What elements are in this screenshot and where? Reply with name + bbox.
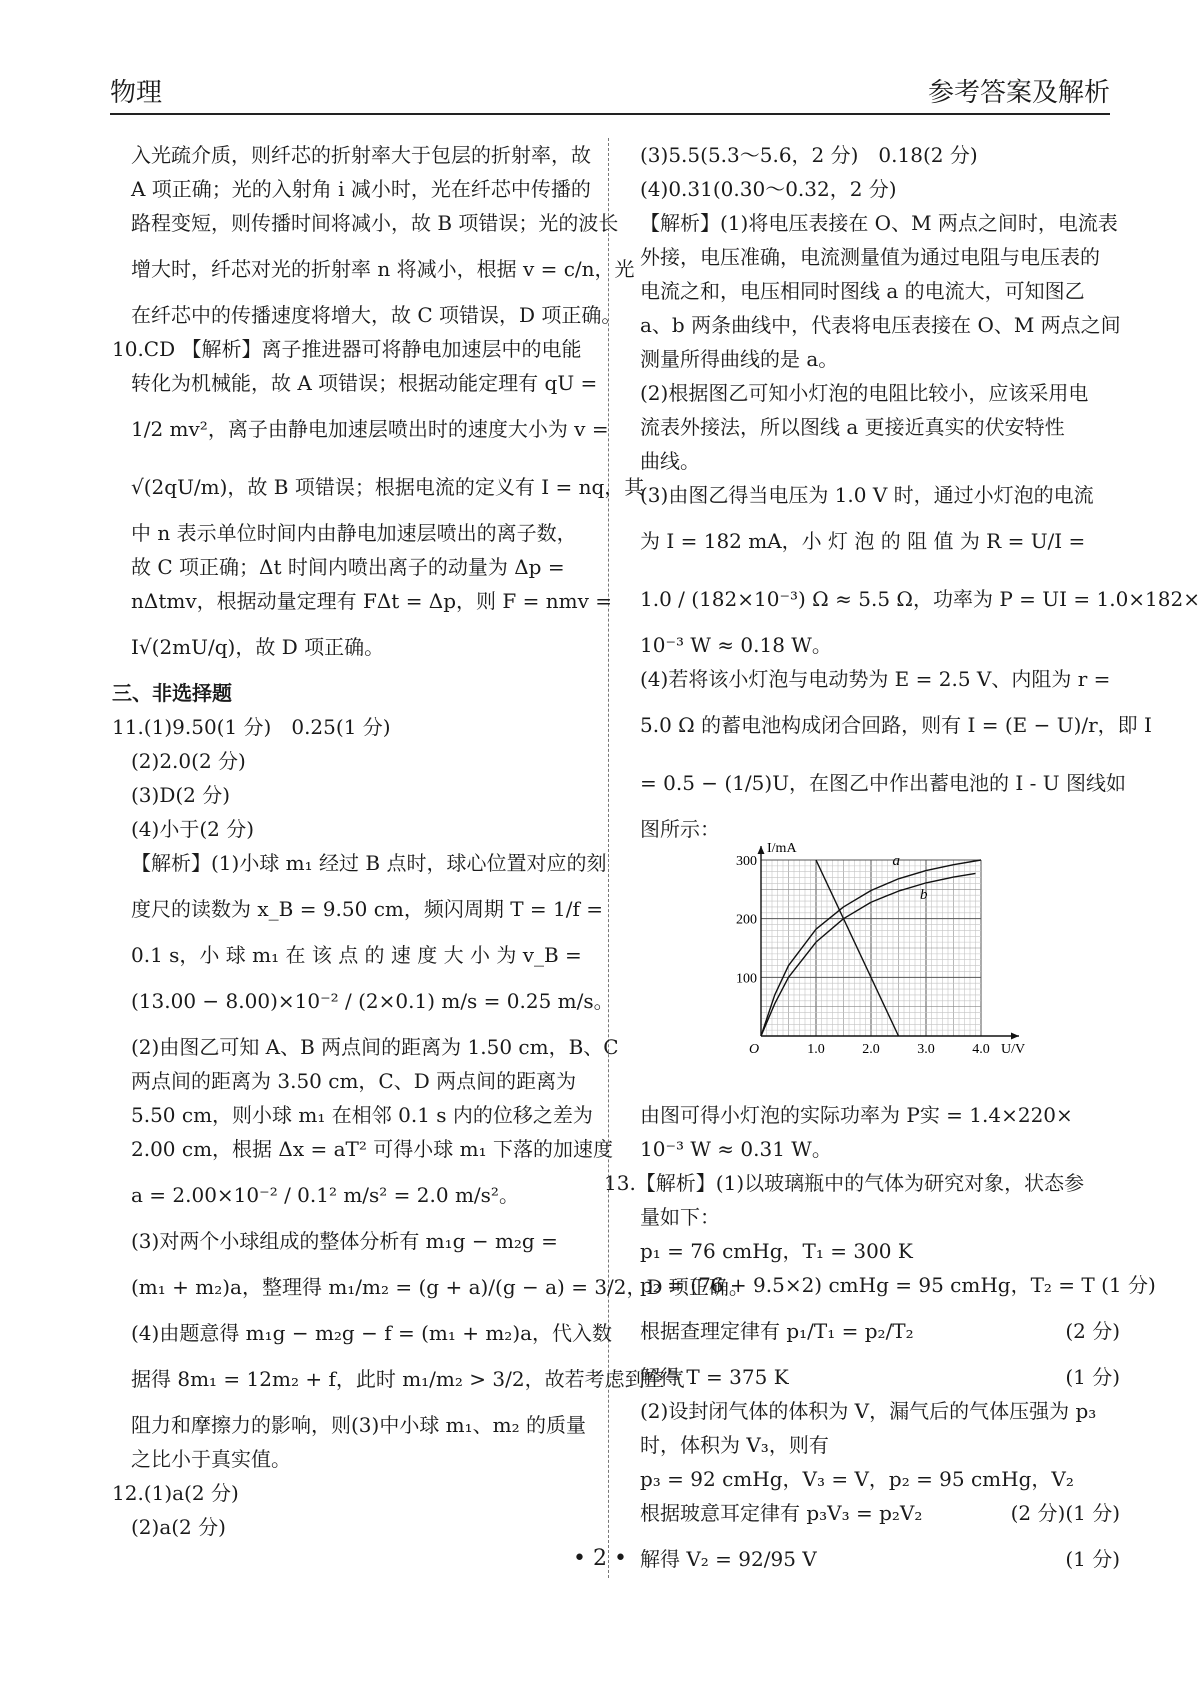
page-header (110, 68, 1110, 112)
text-line: (4)若将该小灯泡与电动势为 E = 2.5 V、内阻为 r = (640, 667, 1111, 691)
text-line: p₁ = 76 cmHg，T₁ = 300 K (640, 1239, 913, 1263)
formula-text: 解得 T = 375 K (640, 1365, 789, 1389)
text-line: 为 I = 182 mA，小 灯 泡 的 阻 值 为 R = U/I = (640, 529, 1086, 553)
score-mark: (2 分) (1010, 1501, 1066, 1525)
section-heading: 三、非选择题 (112, 681, 232, 705)
text-line: 测量所得曲线的是 a。 (640, 347, 839, 371)
text-line: (m₁ + m₂)a，整理得 m₁/m₂ = (g + a)/(g − a) = 3/2，D 项正确。 (131, 1275, 749, 1299)
text-line: (2)由图乙可知 A、B 两点间的距离为 1.50 cm，B、C (131, 1035, 619, 1059)
formula-text: 根据玻意耳定律有 p₃V₃ = p₂V₂ (640, 1501, 923, 1525)
text-line: (3)D(2 分) (131, 783, 231, 807)
text-line: 由图可得小灯泡的实际功率为 P实 = 1.4×220× (640, 1103, 1073, 1127)
subject-title: 物理 (110, 78, 163, 108)
text-line: 0.1 s，小 球 m₁ 在 该 点 的 速 度 大 小 为 v_B = (131, 943, 582, 967)
text-line: (3)5.5(5.3～5.6，2 分) 0.18(2 分) (640, 143, 978, 167)
text-line: 【解析】(1)将电压表接在 O、M 两点之间时，电流表 (640, 211, 1118, 235)
score-mark: (1 分) (1065, 1547, 1120, 1571)
text-line: (3)对两个小球组成的整体分析有 m₁g − m₂g = (131, 1229, 558, 1253)
score-mark: (2 分) (1065, 1319, 1120, 1343)
text-line: 1/2 mv²，离子由静电加速层喷出时的速度大小为 v = (131, 417, 609, 441)
x-axis-arrow (1011, 1033, 1019, 1040)
x-tick-label: 3.0 (917, 1042, 935, 1057)
text-line: 路程变短，则传播时间将减小，故 B 项错误；光的波长 (131, 211, 619, 235)
x-tick-label: 4.0 (972, 1042, 990, 1057)
text-line: 1.0 / (182×10⁻³) Ω ≈ 5.5 Ω，功率为 P = UI = 1.0×182× (640, 587, 1200, 611)
text-line (640, 1360, 1120, 1394)
text-line: 度尺的读数为 x_B = 9.50 cm，频闪周期 T = 1/f = (131, 897, 604, 921)
text-line: 两点间的距离为 3.50 cm，C、D 两点间的距离为 (131, 1069, 577, 1093)
text-line: p₂ = (76 + 9.5×2) cmHg = 95 cmHg，T₂ = T (1 分) (640, 1273, 1156, 1297)
text-line: 转化为机械能，故 A 项错误；根据动能定理有 qU = (131, 371, 598, 395)
text-line: 5.50 cm，则小球 m₁ 在相邻 0.1 s 内的位移之差为 (131, 1103, 593, 1127)
page-number: • 2 • (573, 1546, 627, 1571)
text-line: (4)0.31(0.30～0.32，2 分) (640, 177, 897, 201)
text-line: 增大时，纤芯对光的折射率 n 将减小，根据 v = c/n，光 (131, 257, 635, 281)
text-line (640, 1302, 1120, 1360)
text-line: nΔtmv，根据动量定理有 FΔt = Δp，则 F = nmv = (131, 589, 613, 613)
text-line: 故 C 项正确；Δt 时间内喷出离子的动量为 Δp = (131, 555, 565, 579)
text-line (640, 1496, 1120, 1530)
text-line: (2)设封闭气体的体积为 V，漏气后的气体压强为 p₃ (640, 1399, 1097, 1423)
formula-text: 根据查理定律有 p₁/T₁ = p₂/T₂ (640, 1319, 914, 1343)
x-tick-label: 1.0 (807, 1042, 825, 1057)
formula-text: 解得 V₂ = 92/95 V (640, 1547, 817, 1571)
iu-chart (706, 840, 1106, 1095)
origin-label: O (749, 1042, 760, 1057)
text-line: 【解析】(1)小球 m₁ 经过 B 点时，球心位置对应的刻 (131, 851, 607, 875)
text-line: 曲线。 (640, 449, 700, 473)
series-label-a: a (892, 852, 900, 869)
text-line: (4)由题意得 m₁g − m₂g − f = (m₁ + m₂)a，代入数 (131, 1321, 613, 1345)
header-rule (110, 113, 1110, 115)
series-label-b: b (920, 886, 928, 903)
text-line: I√(2mU/q)，故 D 项正确。 (131, 635, 385, 659)
text-line: 之比小于真实值。 (131, 1447, 291, 1471)
y-tick-label: 200 (736, 912, 757, 928)
text-line: a = 2.00×10⁻² / 0.1² m/s² = 2.0 m/s²。 (131, 1183, 519, 1207)
text-line: 阻力和摩擦力的影响，则(3)中小球 m₁、m₂ 的质量 (131, 1413, 587, 1437)
text-line: A 项正确；光的入射角 i 减小时，光在纤芯中传播的 (131, 177, 591, 201)
question-13-line: 13.【解析】(1)以玻璃瓶中的气体为研究对象，状态参 (604, 1171, 1085, 1195)
x-tick-label: 2.0 (862, 1042, 880, 1057)
text-line: 中 n 表示单位时间内由静电加速层喷出的离子数， (131, 521, 577, 545)
text-line: 量如下： (640, 1205, 720, 1229)
text-line: 流表外接法，所以图线 a 更接近真实的伏安特性 (640, 415, 1065, 439)
y-tick-label: 100 (736, 971, 757, 987)
text-line: 在纤芯中的传播速度将增大，故 C 项错误，D 项正确。 (131, 303, 622, 327)
text-line: (3)由图乙得当电压为 1.0 V 时，通过小灯泡的电流 (640, 483, 1094, 507)
section-title: 参考答案及解析 (927, 78, 1110, 108)
y-tick-label: 300 (736, 854, 757, 869)
x-axis-label: U/V (1001, 1042, 1026, 1057)
y-axis-label: I/mA (767, 841, 797, 856)
text-line: √(2qU/m)，故 B 项错误；根据电流的定义有 I = nq，其 (131, 475, 645, 499)
question-11-line: 11.(1)9.50(1 分) 0.25(1 分) (112, 715, 391, 739)
text-line: = 0.5 − (1/5)U，在图乙中作出蓄电池的 I - U 图线如 (640, 771, 1126, 795)
text-line: 据得 8m₁ = 12m₂ + f，此时 m₁/m₂ > 3/2，故若考虑到空气 (131, 1367, 685, 1391)
text-line: 图所示： (640, 817, 720, 841)
text-line: (2)根据图乙可知小灯泡的电阻比较小，应该采用电 (640, 381, 1089, 405)
score-mark: (1 分) (1065, 1365, 1120, 1389)
question-10-line: 10.CD 【解析】离子推进器可将静电加速层中的电能 (112, 337, 582, 361)
text-line: 10⁻³ W ≈ 0.31 W。 (640, 1137, 832, 1161)
text-line: 2.00 cm，根据 Δx = aT² 可得小球 m₁ 下落的加速度 (131, 1137, 613, 1161)
series-line-b (761, 873, 976, 1036)
text-line: 5.0 Ω 的蓄电池构成闭合回路，则有 I = (E − U)/r，即 I (640, 713, 1152, 737)
text-line: 10⁻³ W ≈ 0.18 W。 (640, 633, 832, 657)
score-mark: (1 分) (1065, 1501, 1120, 1525)
text-line: (4)小于(2 分) (131, 817, 255, 841)
question-12-line: 12.(1)a(2 分) (112, 1481, 239, 1505)
text-line: 电流之和，电压相同时图线 a 的电流大，可知图乙 (640, 279, 1085, 303)
text-line: 入光疏介质，则纤芯的折射率大于包层的折射率，故 (131, 143, 591, 167)
text-line: (2)a(2 分) (131, 1515, 226, 1539)
text-line: 时，体积为 V₃，则有 (640, 1433, 829, 1457)
text-line: a、b 两条曲线中，代表将电压表接在 O、M 两点之间 (640, 313, 1121, 337)
text-line: 外接，电压准确，电流测量值为通过电阻与电压表的 (640, 245, 1100, 269)
text-line: (2)2.0(2 分) (131, 749, 246, 773)
y-axis-arrow (758, 846, 765, 854)
formula-text: p₃ = 92 cmHg，V₃ = V，p₂ = 95 cmHg，V₂ (640, 1467, 1074, 1491)
text-line: (13.00 − 8.00)×10⁻² / (2×0.1) m/s = 0.25 m/s。 (131, 989, 614, 1013)
